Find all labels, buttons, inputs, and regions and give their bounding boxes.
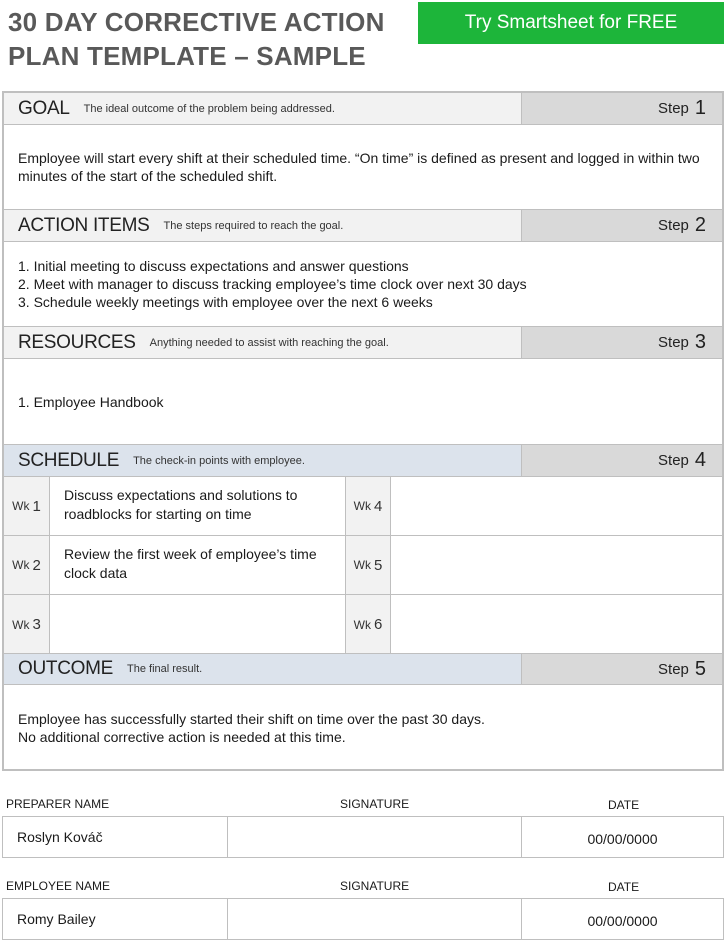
- step-number: 1: [694, 97, 706, 119]
- week-4-notes[interactable]: [391, 477, 722, 535]
- step-number: 3: [694, 331, 706, 353]
- action-items-title: ACTION ITEMS: [18, 214, 150, 236]
- action-items-description: The steps required to reach the goal.: [163, 219, 344, 232]
- week-5-notes[interactable]: [391, 536, 722, 594]
- step-label: Step: [658, 660, 689, 678]
- outcome-title: OUTCOME: [18, 658, 114, 679]
- goal-header: [4, 93, 722, 125]
- goal-description: The ideal outcome of the problem being addressed.: [83, 102, 335, 115]
- preparer-signature-field[interactable]: [227, 816, 522, 858]
- table-row: [4, 477, 722, 536]
- resources-header: [4, 327, 722, 359]
- week-label: Wk 3: [4, 595, 50, 654]
- action-items-body[interactable]: [4, 242, 722, 327]
- resources-description: Anything needed to assist with reaching the goal.: [149, 336, 389, 349]
- action-items-step: [522, 210, 722, 241]
- action-items-header: [4, 210, 722, 242]
- week-3-notes[interactable]: [50, 595, 345, 654]
- week-label: Wk 5: [345, 536, 391, 594]
- schedule-step: [522, 445, 722, 476]
- outcome-line: No additional corrective action is needed at this time.: [18, 728, 346, 745]
- outcome-body[interactable]: [4, 686, 722, 769]
- week-6-notes[interactable]: [391, 595, 722, 654]
- week-label: Wk 2: [4, 536, 50, 594]
- employee-date-field[interactable]: [521, 898, 724, 940]
- preparer-signature-label: SIGNATURE: [340, 797, 410, 811]
- resources-body[interactable]: [4, 359, 722, 445]
- week-label: Wk 4: [345, 477, 391, 535]
- preparer-date-label: DATE: [608, 798, 640, 812]
- schedule-description: The check-in points with employee.: [133, 454, 305, 467]
- goal-body[interactable]: [4, 125, 722, 210]
- employee-name-field[interactable]: [2, 898, 228, 940]
- outcome-description: The final result.: [127, 663, 203, 675]
- goal-step: [522, 93, 722, 124]
- list-item: 2. Meet with manager to discuss tracking employee’s time clock over next 30 days: [18, 276, 527, 292]
- employee-signature-label: SIGNATURE: [340, 879, 410, 893]
- preparer-name-field[interactable]: [2, 816, 228, 858]
- week-label: Wk 1: [4, 477, 50, 535]
- employee-date-label: DATE: [608, 880, 640, 894]
- step-number: 2: [694, 214, 706, 236]
- table-row: [4, 536, 722, 595]
- corrective-action-form: [2, 91, 724, 771]
- list-item: 1. Employee Handbook: [18, 393, 164, 410]
- table-row: [4, 595, 722, 654]
- outcome-header: [4, 653, 722, 685]
- try-smartsheet-button[interactable]: Try Smartsheet for FREE: [418, 2, 724, 44]
- employee-signature-field[interactable]: [227, 898, 522, 940]
- resources-title: RESOURCES: [18, 331, 136, 353]
- goal-title: GOAL: [18, 97, 70, 119]
- schedule-grid: [4, 477, 722, 653]
- preparer-date-field[interactable]: [521, 816, 724, 858]
- list-item: 3. Schedule weekly meetings with employee over the next 6 weeks: [18, 294, 433, 310]
- schedule-header: [4, 445, 722, 477]
- preparer-name-label: PREPARER NAME: [6, 797, 110, 811]
- preparer-date-value: 00/00/0000: [587, 831, 658, 847]
- step-label: Step: [658, 100, 689, 117]
- step-label: Step: [658, 334, 689, 351]
- step-number: 4: [694, 449, 706, 471]
- list-item: 1. Initial meeting to discuss expectations and answer questions: [18, 258, 409, 274]
- step-number: 5: [694, 657, 706, 680]
- schedule-title: SCHEDULE: [18, 449, 120, 471]
- week-label: Wk 6: [345, 595, 391, 654]
- employee-name-value: Romy Bailey: [17, 911, 96, 927]
- step-label: Step: [658, 217, 689, 234]
- preparer-name-value: Roslyn Kováč: [17, 829, 103, 845]
- goal-text: Employee will start every shift at their scheduled time. “On time” is defined as present and logged in within two minutes of the start of the scheduled shift.: [18, 150, 700, 184]
- outcome-step: [522, 654, 722, 684]
- resources-step: [522, 327, 722, 358]
- week-2-notes[interactable]: Review the first week of employee’s time clock data: [64, 546, 317, 581]
- employee-name-label: EMPLOYEE NAME: [6, 879, 111, 893]
- week-1-notes[interactable]: Discuss expectations and solutions to roadblocks for starting on time: [64, 487, 298, 522]
- outcome-line: Employee has successfully started their shift on time over the past 30 days.: [18, 710, 485, 727]
- step-label: Step: [658, 452, 689, 469]
- page-title: 30 DAY CORRECTIVE ACTION PLAN TEMPLATE – SAMPLE: [8, 7, 385, 71]
- employee-date-value: 00/00/0000: [587, 913, 658, 929]
